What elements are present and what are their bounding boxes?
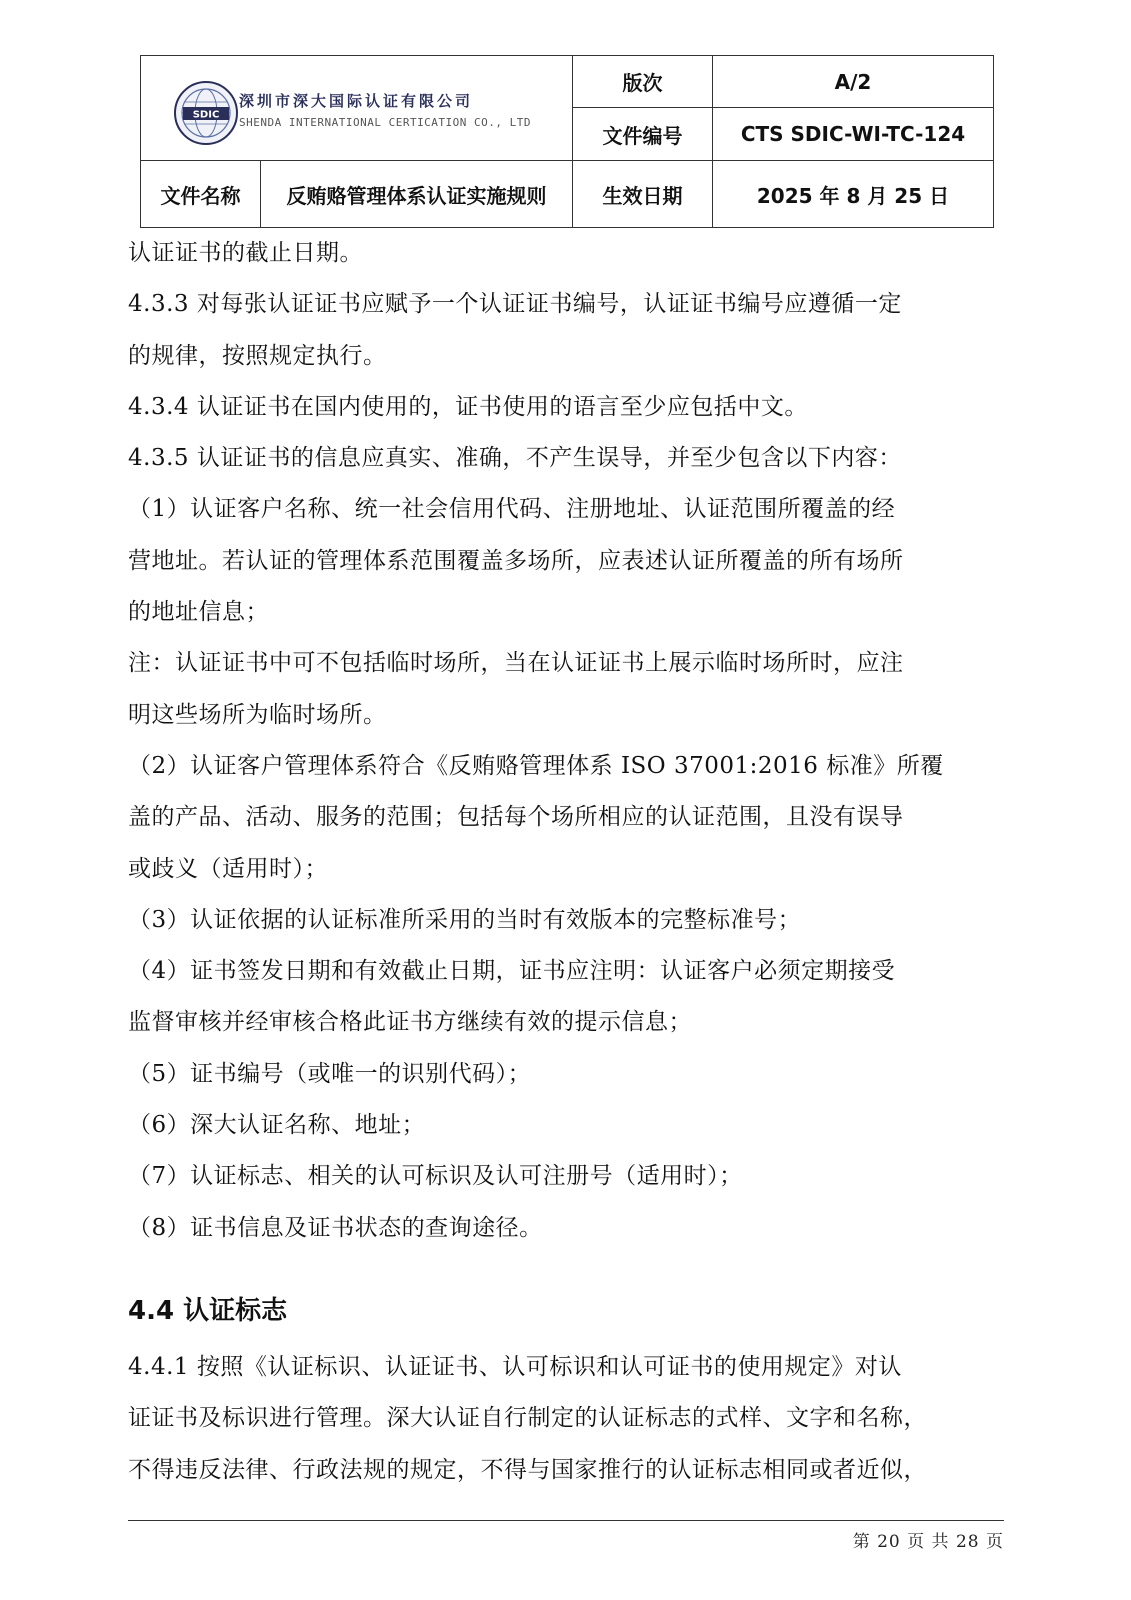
body-line: 4.3.5 认证证书的信息应真实、准确，不产生误导，并至少包含以下内容： (128, 445, 902, 472)
body-line: 证证书及标识进行管理。深大认证自行制定的认证标志的式样、文字和名称， (128, 1405, 927, 1432)
section-heading: 4.4 认证标志 (128, 1295, 288, 1326)
version-value: A/2 (713, 56, 994, 108)
company-logo-icon (173, 80, 239, 146)
body-line: 或歧义（适用时）； (128, 855, 328, 882)
body-line: （5）证书编号（或唯一的识别代码）； (128, 1060, 532, 1087)
company-name-cn: 深圳市深大国际认证有限公司 (239, 92, 474, 110)
body-line: 4.3.4 认证证书在国内使用的，证书使用的语言至少应包括中文。 (128, 393, 808, 420)
body-line: 的地址信息； (128, 599, 269, 626)
page-number: 第 20 页 共 28 页 (852, 1532, 1004, 1552)
body-line: 盖的产品、活动、服务的范围；包括每个场所相应的认证范围，且没有误导 (128, 804, 904, 831)
body-line: 不得违反法律、行政法规的规定，不得与国家推行的认证标志相同或者近似， (128, 1456, 927, 1483)
company-name-en: SHENDA INTERNATIONAL CERTICATION CO., LTD (239, 116, 532, 129)
body-line: （4）证书签发日期和有效截止日期，证书应注明：认证客户必须定期接受 (128, 958, 896, 985)
effective-date-value: 2025 年 8 月 25 日 (713, 161, 994, 228)
body-line: 明这些场所为临时场所。 (128, 701, 387, 728)
body-line: （8）证书信息及证书状态的查询途径。 (128, 1214, 543, 1241)
body-line: 营地址。若认证的管理体系范围覆盖多场所，应表述认证所覆盖的所有场所 (128, 547, 904, 574)
body-line: 认证证书的截止日期。 (128, 240, 363, 266)
doc-name-value: 反贿赂管理体系认证实施规则 (261, 161, 573, 228)
body-line: 4.3.3 对每张认证证书应赋予一个认证证书编号，认证证书编号应遵循一定 (128, 291, 902, 318)
body-line: （7）认证标志、相关的认可标识及认可注册号（适用时）； (128, 1163, 743, 1190)
effective-date-label: 生效日期 (573, 161, 713, 228)
body-line: （3）认证依据的认证标准所采用的当时有效版本的完整标准号； (128, 906, 802, 933)
doc-name-label: 文件名称 (141, 161, 261, 228)
version-label: 版次 (573, 56, 713, 108)
doc-no-value: CTS SDIC-WI-TC-124 (713, 108, 994, 161)
footer-divider (128, 1520, 1004, 1521)
body-line: 注：认证证书中可不包括临时场所，当在认证证书上展示临时场所时，应注 (128, 650, 904, 677)
body-line: （2）认证客户管理体系符合《反贿赂管理体系 ISO 37001:2016 标准》所覆 (128, 752, 944, 779)
body-line: （1）认证客户名称、统一社会信用代码、注册地址、认证范围所覆盖的经 (128, 496, 896, 523)
body-line: （6）深大认证名称、地址； (128, 1112, 426, 1139)
body-line: 的规律，按照规定执行。 (128, 342, 387, 369)
body-line: 4.4.1 按照《认证标识、认证证书、认可标识和认可证书的使用规定》对认 (128, 1353, 902, 1380)
body-line: 监督审核并经审核合格此证书方继续有效的提示信息； (128, 1009, 692, 1036)
document-body (128, 228, 1008, 1496)
logo-text: SDIC (192, 109, 220, 121)
doc-no-label: 文件编号 (573, 108, 713, 161)
document-header-table (140, 55, 994, 228)
company-logo-cell (141, 56, 573, 161)
